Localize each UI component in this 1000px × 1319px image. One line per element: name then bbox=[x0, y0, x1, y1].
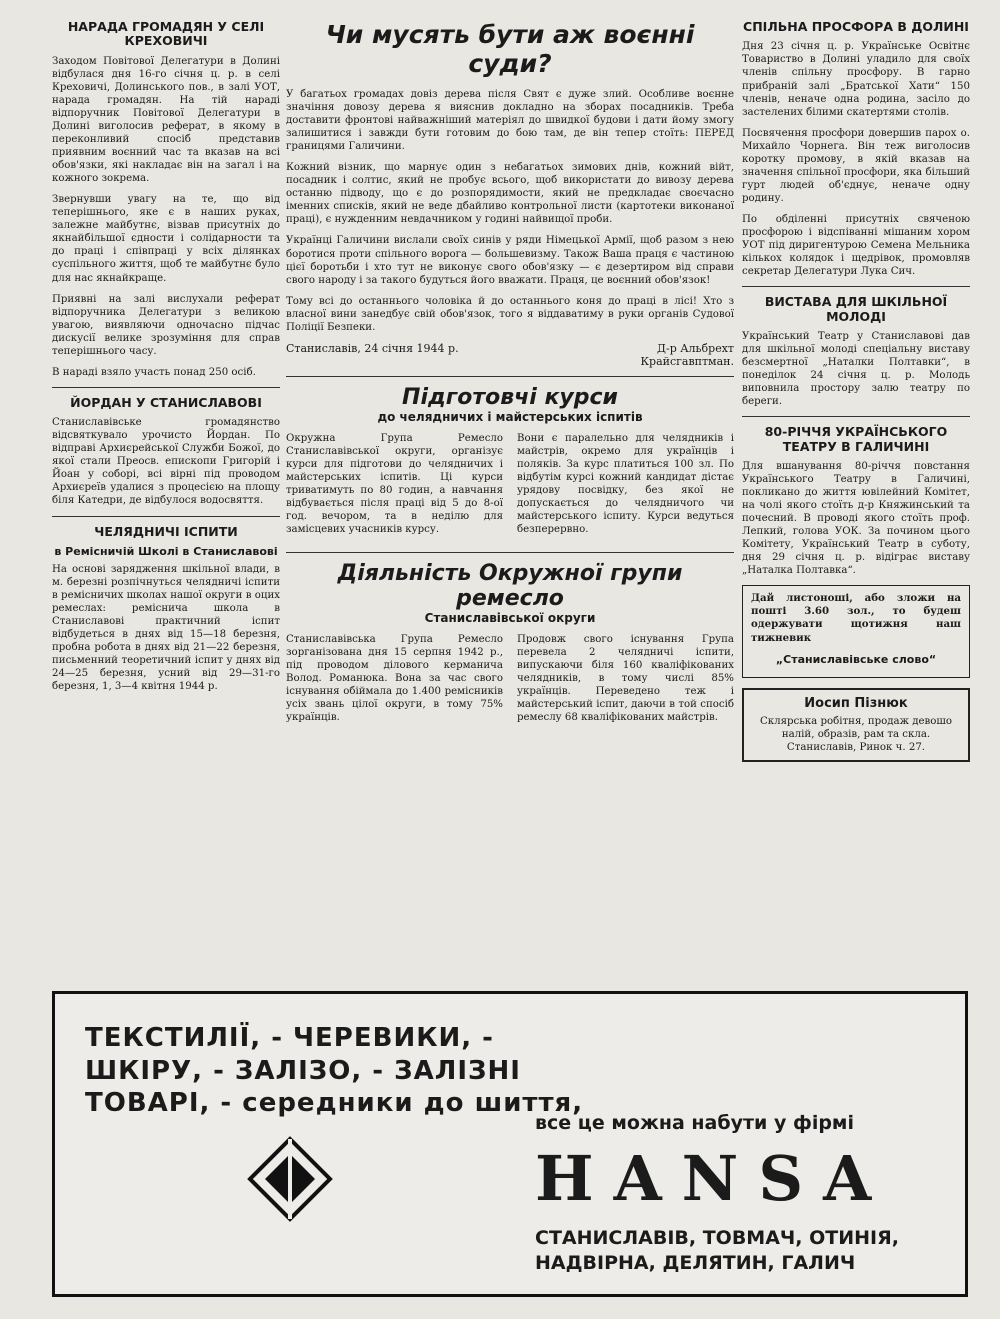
article-paragraph: На основі зарядження шкільної влади, в м. березні розпічнуться челядничі іспити в ремісничих школах нашої округи в оцих ремеслах: реміснича школа в Станиславові практичний іспит відбудеться в днях від 15—18 березня, пробна робота в днях від 21—22 березня, письменний теоретичний іспит у днях від 24—25 березня, усний від 29—31-го березня, 1, 3—4 квітня 1944 р. bbox=[52, 563, 280, 693]
article-paragraph: Для вшанування 80-річчя повстання Українського Театру в Галичині, покликано до життя ювілейний Комітет, на чолі якого стоїть д-р Княжинський та почесний. В проводі якого стоїть проф. Лепкий, голова УОК. За почином цього Комітету, Український Театр в суботу, дня 29 січня ц. р. відіграє виставу „Наталка Полтавка“. bbox=[742, 460, 970, 577]
article-paragraph: В нараді взяло участь понад 250 осіб. bbox=[52, 366, 256, 378]
author-name: Д-р Альбрехт bbox=[657, 341, 734, 355]
signature-block bbox=[286, 342, 734, 368]
ad-cities bbox=[535, 1226, 899, 1275]
article-paragraph: Українці Галичини вислали своїх синів у ряди Німецької Армії, щоб разом з нею боротися проти спільного ворога — большевизму. Також Ваша праця є частиною цієї боротьби і хто тут не виконує свого обов'язку — є дезертиром від справи свого народу і за такого будуться його вважати. Праця, це воєнний обов'язок! bbox=[286, 235, 734, 286]
two-column-text bbox=[286, 633, 734, 732]
ad-line: ТОВАРІ, - середники до шиття, bbox=[85, 1088, 584, 1118]
business-name: Иосип Пізнюк bbox=[804, 695, 908, 711]
section-subtitle: Станиславівської округи bbox=[424, 611, 596, 626]
business-text: Склярська робітня, продаж девошо налій, образів, рам та скла. Станиславів, Ринок ч. 27. bbox=[759, 715, 953, 753]
ad-brand: HANSA bbox=[535, 1142, 892, 1215]
article-paragraph: Станиславівська Група Ремесло зорганізована дня 15 серпня 1942 р., під проводом ділового керманича Волод. Романюка. Вона за час свого існування обіймала до 1.400 ремісників усіх звань цілої округи, в тому 75% українців. bbox=[286, 634, 503, 724]
divider bbox=[52, 516, 280, 517]
article-paragraph: У багатьох громадах довіз дерева після Свят є дуже злий. Особливе воєнне значіння довозу дерева я вияснив докладно на зборах посадників. Треба доставити фронтові найважніший матеріял до швидкої будови і дати йому змогу залишитися і завжди бути готовим до бою там, де він тепер стоїть: ПЕРЕД границями Галичини. bbox=[286, 89, 734, 153]
left-column bbox=[52, 20, 280, 701]
section-headline: Діяльність Окружної групи ремесло bbox=[337, 561, 683, 612]
author bbox=[641, 342, 734, 368]
divider bbox=[742, 416, 970, 417]
article-title: ЧЕЛЯДНИЧІ ІСПИТИ bbox=[94, 523, 238, 539]
article-subtitle: в Ремісничій Школі в Станиславові bbox=[54, 544, 278, 558]
article-paragraph: Продовж свого існування Група перевела 2 челядничі іспити, випускаючи біля 160 кваліфікованих челядників, в тому числі 85% українців. Переведено теж і майстерський іспит, даючи в той спосіб ремеслу 68 кваліфікованих майстрів. bbox=[517, 634, 734, 724]
hansa-advertisement bbox=[52, 991, 968, 1297]
article-paragraph: Звернувши увагу на те, що від теперішнього, яке є в наших руках, залежне майбутнє, візвав присутніх до якнайбільшої єдности і солідарности та до праці і співпраці у всіх ділянках суспільного життя, щоб те майбутнє було для нас якнайкраще. bbox=[52, 194, 280, 284]
newspaper-name: „Станиславівське слово“ bbox=[775, 652, 937, 666]
section-subtitle: до челядничих і майстерських іспитів bbox=[377, 409, 643, 424]
ad-cities-line: СТАНИСЛАВІВ, ТОВМАЧ, ОТИНІЯ, bbox=[535, 1227, 899, 1249]
article-paragraph: Заходом Повітової Делегатури в Долині відбулася дня 16-го січня ц. р. в селі Креховичі, Долинського пов., в залі УОТ, нарада громадян. На тій нараді відпоручник Повітової Делегатури в Долині виголосив реферат, в якому в переконливий спосіб представив приявним воєнний час та вказав на всі обов'язки, які накладає він на загал і на кожного зокрема. bbox=[52, 55, 280, 185]
author-role: Крайсгавптман. bbox=[640, 354, 734, 368]
dateline: Станиславів, 24 січня 1944 р. bbox=[286, 341, 459, 355]
article-title: ВИСТАВА ДЛЯ ШКІЛЬНОЇ МОЛОДІ bbox=[764, 294, 948, 324]
lead-headline: Чи мусять бути аж воєнні суди? bbox=[325, 20, 695, 78]
article-paragraph: Приявні на залі вислухали реферат відпоручника Делегатури з великою увагою, виявляючи одночасно підчас дискусії велике зрозуміння для справ теперішнього часу. bbox=[52, 293, 280, 357]
article-paragraph: Окружна Група Ремесло Станиславівської округи, організує курси для підготови до челядничих і майстерських іспитів. Ці курси триватимуть по 80 годин, а навчання відбувається після праці від 5 до 8-ої год. вечором, та в неділю для замісцевих учасників курсу. bbox=[286, 432, 503, 536]
right-column bbox=[742, 20, 970, 762]
section-headline: Підготовчі курси bbox=[402, 384, 618, 410]
article-title: ЙОРДАН У СТАНИСЛАВОВІ bbox=[70, 394, 262, 410]
two-column-text bbox=[286, 432, 734, 544]
ad-line: ТЕКСТИЛІЇ, - ЧЕРЕВИКИ, - bbox=[85, 1023, 494, 1053]
subscription-note: Дай листоноші, або зложи на пошті 3.60 зол., то будеш одержувати щотижня наш тижневик bbox=[751, 592, 961, 644]
article-paragraph: По обділенні присутніх свяченою просфорою і відспіванні мішаним хором УОТ під диригентурою Семена Мельника кількох колядок і щедрівок, промовляв секретар Делегатури Лука Сич. bbox=[742, 213, 970, 278]
ad-cities-line: НАДВІРНА, ДЕЛЯТИН, ГАЛИЧ bbox=[535, 1251, 856, 1274]
hansa-logo-icon bbox=[245, 1134, 335, 1224]
article-title: 80-РІЧЧЯ УКРАЇНСЬКОГО ТЕАТРУ В ГАЛИЧИНІ bbox=[764, 424, 948, 454]
middle-column bbox=[286, 20, 734, 733]
ad-line: ШКІРУ, - ЗАЛІЗО, - ЗАЛІЗНІ bbox=[85, 1055, 521, 1086]
article-paragraph: Дня 23 січня ц. р. Українське Освітнє Товариство в Долині уладило для своїх членів спільну просфору. В гарно прибраній залі „Братської Хати“ 150 членів, неначе одна родина, засіло до застелених білими скатертями столів. bbox=[742, 41, 970, 118]
article-paragraph: Український Театр у Станиславові дав для шкільної молоді спеціальну виставу безсмертної „Наталки Полтавки“, в понеділок 24 січня ц. р. Молодь виповнила простору залю театру по береги. bbox=[742, 330, 970, 408]
business-box bbox=[742, 688, 970, 762]
article-title: СПІЛЬНА ПРОСФОРА В ДОЛИНІ bbox=[743, 19, 969, 34]
divider bbox=[286, 552, 734, 553]
article-paragraph: Станиславівське громадянство відсвяткувало урочисто Йордан. По відправі Архиєрейської Служби Божої, до якої стали Преосв. епископи Григорій і Йоан у соборі, всі вірні під проводом Архиєреїв удалися з процесією на площу біля Катедри, де відбулося водосвяття. bbox=[52, 417, 280, 507]
ad-goods bbox=[85, 1022, 583, 1120]
ad-tagline: все це можна набути у фірмі bbox=[535, 1112, 854, 1134]
subscription-box bbox=[742, 585, 970, 677]
divider bbox=[52, 387, 280, 388]
article-title: НАРАДА ГРОМАДЯН У СЕЛІ КРЕХОВИЧІ bbox=[67, 19, 265, 49]
article-paragraph: Посвячення просфори довершив парох о. Михайло Чорнега. Він теж виголосив коротку промову, в якій вказав на значення спільної просфори, яка більший гурт людей об'єднує, неначе одну родину. bbox=[742, 127, 970, 204]
article-paragraph: Кожний візник, що марнує один з небагатьох зимових днів, кожний війт, посадник і солтис, який не пробує всього, щоб використати до вивозу дерева останню підводу, що є до розпорядимости, який не предкладає своєчасно іменних списків, який не веде дбайливо контрольної листи (картотеки виконаної праці), є нужденним невдачником у годині найвищої проби. bbox=[286, 162, 734, 226]
divider bbox=[286, 376, 734, 377]
divider bbox=[742, 286, 970, 287]
article-paragraph: Вони є паралельно для челядників і майстрів, окремо для українців і поляків. За курс платиться 100 зл. По відбутім курсі кожний кандидат дістає урядову посвідку, без якої не допускається до челядничого чи майстерського іспиту. Курси ведуться безперервно. bbox=[517, 432, 734, 536]
article-paragraph: Тому всі до останнього чоловіка й до останнього коня до праці в лісі! Хто з власної вини занедбує свій обов'язок, того я віддаватиму в руки органів Судової Поліції Безпеки. bbox=[286, 295, 734, 333]
